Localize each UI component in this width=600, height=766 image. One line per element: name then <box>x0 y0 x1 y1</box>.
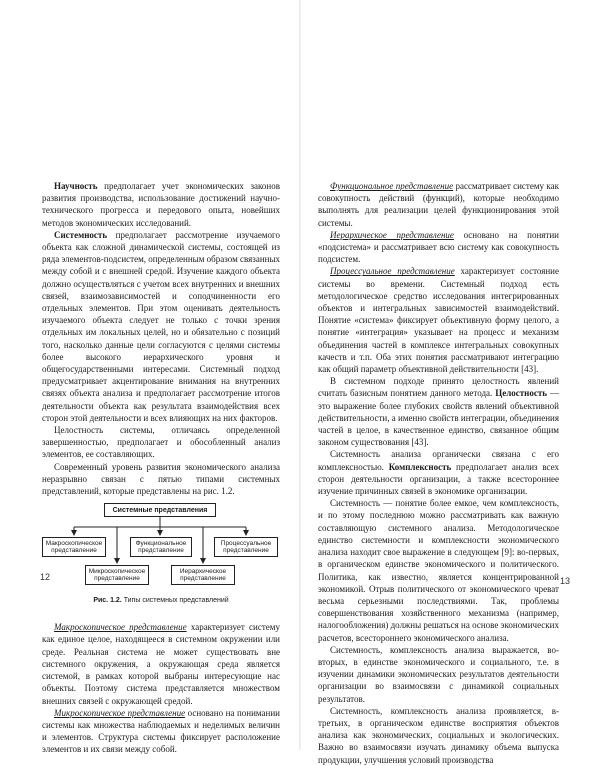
page-gutter <box>299 0 301 750</box>
left-page-text <box>42 180 280 756</box>
paragraph-thirdly: Системность, комплексность анализа проявляется, в-третьих, в органическом единстве восприятия объектов анализа как экономических, социальных и экологических. Важно во взаимосвязи изучать динамику объема выпуска продукции, улучшения условий производства <box>318 705 559 765</box>
right-page-text <box>318 180 559 766</box>
box-functional: Функциональное представление <box>130 537 192 557</box>
box-system-representations: Системные представления <box>104 503 216 517</box>
box-macroscopic: Макроскопическое представление <box>42 537 106 557</box>
term-microscopic: Микроскопическое представление <box>54 707 186 718</box>
term-macroscopic: Макроскопическое представление <box>54 622 187 633</box>
paragraph-tselostnost: Целостность системы, отличаясь определенной завершенностью, предполагает и обособленный анализ элементов, ее составляющих. <box>42 425 280 460</box>
term-hierarchical: Иерархическое представление <box>330 229 454 240</box>
box-microscopic: Микроскопическое представление <box>85 565 149 585</box>
page-number-left: 12 <box>40 572 51 582</box>
term-complexity: Комплексность <box>388 461 452 472</box>
paragraph-sistemnost: Системность предполагает рассмотрение изучаемого объекта как сложной динамической системы, состоящей из ряда элементов-подсистем, определенным образом связанных между собой и с внешней средой. Изучение каждого объекта должно осуществляться с учетом всех внутренних и внешних связей, взаимозависимостей и соподчиненности его отдельных элементов. При этом оценивать деятельность изучаемого объекта следует не только с точки зрения отдельных им локальных целей, но и обязательно с позиций того, насколько данные цели согласуются с целями системы более высокого иерархического уровня и общегосударственными интересами. Системный подход предусматривает акцентирование внимания на внутренних связях объекта анализа и предполагает рассмотрение итогов деятельности объекта как результата взаимодействия всех сторон этой деятельности и всех влияющих на них факторов. <box>42 229 281 423</box>
term-integrity: Целостность <box>495 388 548 399</box>
box-processual: Процессуальное представление <box>214 537 278 557</box>
figure-system-representations <box>42 501 280 619</box>
paragraph-functional: Функциональное представление рассматривает систему как совокупность действий (функций), которые необходимо выполнять для реализации целей функционирования этой системы. <box>318 181 559 228</box>
term-processual: Процессуальное представление <box>330 266 455 277</box>
paragraph-hierarchical: Иерархическое представление основано на понятии «подсистема» и рассматривает всю систему как совокупность подсистем. <box>318 229 559 265</box>
paragraph-secondly: Системность, комплексность анализа выражается, во-вторых, в единстве экономического и социального, т.е. в изучении динамики экономических результатов деятельности организации во взаимосвязи с динамикой социальных результатов. <box>318 644 559 704</box>
paragraph-sovremenny-uroven: Современный уровень развития экономического анализа неразрывно связан с пятью типами системных представлений, которые представлены на рис. 1.2. <box>42 461 280 497</box>
paragraph-integrity: В системном подходе принято целостность явлений считать базисным понятием данного метода. Целостность — это выражение более глубоких свойств явлений объективной действительности, а именно свойств интеграции, объединения частей в целое, в качественное единство, связанное общим законом существования [43]. <box>318 376 559 448</box>
box-hierarchical: Иерархическое представление <box>171 565 235 585</box>
term-sistemnost: Системность <box>54 229 108 240</box>
term-nauchnost: Научность <box>54 181 98 191</box>
figure-caption: Рис. 1.2. Типы системных представлений <box>93 597 229 605</box>
paragraph-processual: Процессуальное представление характеризует состояние системы во времени. Системный подход есть методологическое средство исследования интегрированных объектов и интегральных зависимостей взаимодействий. Понятие «система» фиксирует объективную форму целого, а понятие «интеграция» указывает на процесс и механизм объединения частей в комплексе интегральных совокупных качеств и т.п. Оба этих понятия рассматривают интеграцию как общий параметр объективной действительности [43]. <box>318 266 559 375</box>
paragraph-macroscopic: Макроскопическое представление характеризует систему как единое целое, находящееся в системном окружении или среде. Реальная система не может существовать вне системного окружения, а окружающая среда является системой, в рамках которой выбраны интересующие нас объекты. Поэтому система представляется множеством внешних связей с окружающей средой. <box>42 622 280 706</box>
page-number-right: 13 <box>560 576 571 586</box>
paragraph-microscopic: Микроскопическое представление основано на понимании системы как множества наблюдаемых и неделимых величин и элементов. Структура системы фиксирует расположение элементов и их связи между собой. <box>42 707 280 755</box>
term-functional: Функциональное представление <box>330 181 454 191</box>
paragraph-complexity: Системность анализа органически связана с его комплексностью. Комплексность предполагает анализ всех сторон деятельности организации, а также всестороннее изучение причинных связей в экономике организации. <box>318 449 560 497</box>
paragraph-nauchnost: Научность предполагает учет экономических законов развития производства, использование достижений научно-технического прогресса и передового опыта, новейших методов экономических исследований. <box>42 181 280 228</box>
paragraph-systemness-capacious: Системность — понятие более емкое, чем комплексность, и по этому последнюю можно рассматривать как важную составляющую системного анализа. Методологическое единство системности и комплексности экономического анализа находит свое выражение в следующем [9]: во-первых, в органическом единстве экономического и политического. Политика, как известно, является концентрированной экономикой. Отрыв политического от экономического чреват весьма серьезными последствиями. Так, проблемы совершенствования хозяйственного механизма (например, налогообложения) должны решаться на основе экономических расчетов, всестороннего экономического анализа. <box>318 498 559 643</box>
